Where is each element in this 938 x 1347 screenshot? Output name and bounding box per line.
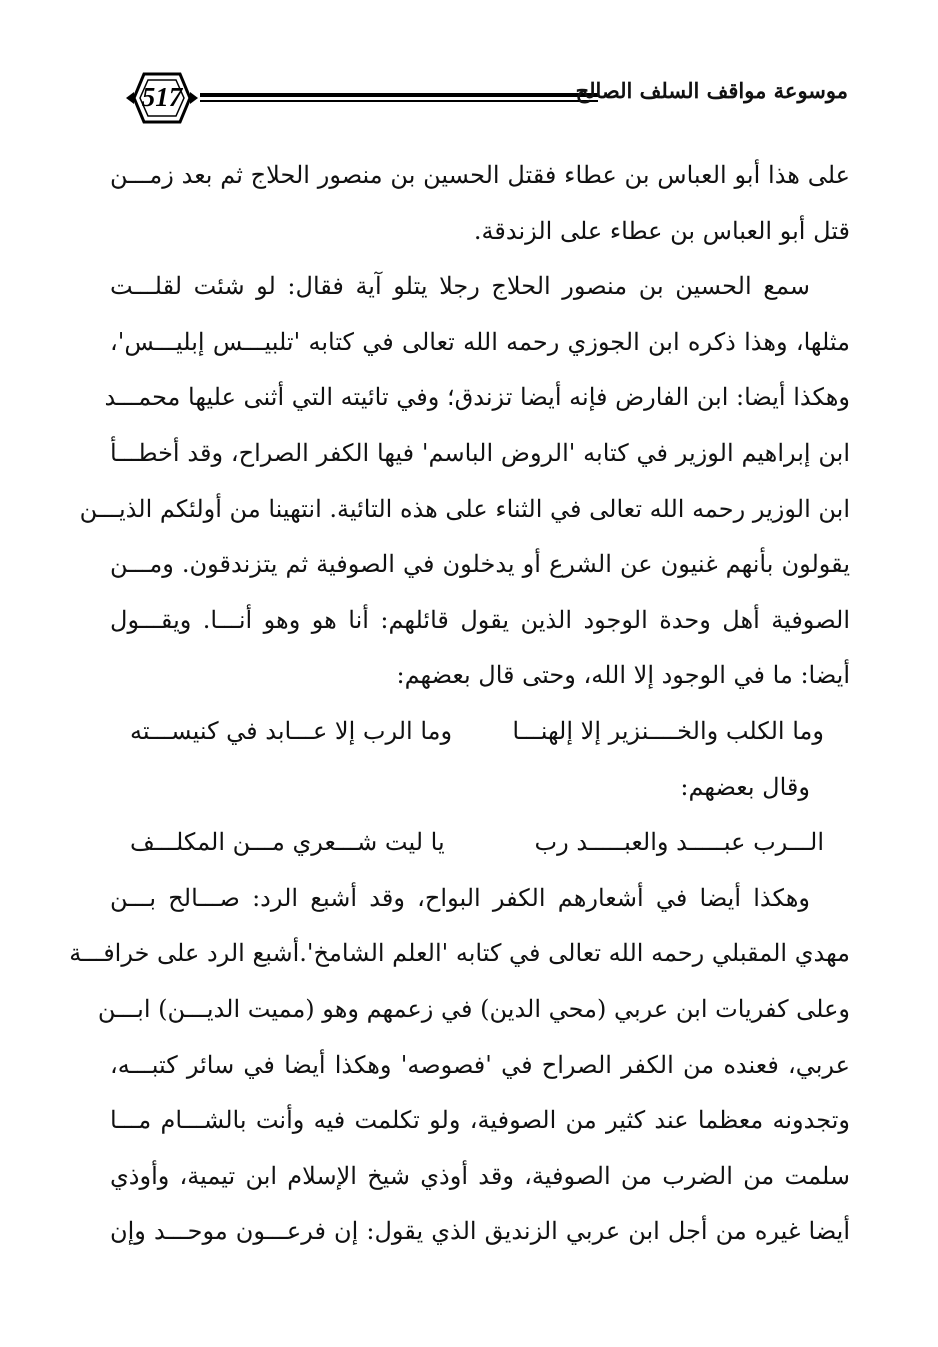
page-header (110, 66, 848, 130)
verse-hemistich-second: وما الرب إلا عـــابد في كنيســـته (130, 716, 453, 745)
verse-hemistich-first: الـــرب عبـــــد والعبـــــد رب (534, 828, 824, 857)
text-line: ابن إبراهيم الوزير في كتابه 'الروض الباسم' فيها الكفر الصراح، وقد أخطـــأ (110, 438, 850, 467)
verse-line (110, 704, 850, 760)
verse-intro: وقال بعضهم: (680, 772, 810, 801)
text-line: ابن الوزير رحمه الله تعالى في الثناء على هذه التائية. انتهينا من أولئكم الذيـــن (79, 494, 850, 523)
text-line: أيضا غيره من أجل ابن عربي الزنديق الذي يقول: إن فرعـــون موحـــد وإن (110, 1217, 850, 1246)
text-line: على هذا أبو العباس بن عطاء فقتل الحسين بن منصور الحلاج ثم بعد زمـــن (110, 161, 851, 189)
text-line: سمع الحسين بن منصور الحلاج رجلا يتلو آية فقال: لو شئت لقلـــت (110, 272, 810, 301)
verse-hemistich-second: يا ليت شـــعري مـــن المكلـــف (130, 828, 445, 857)
text-line: وتجدونه معظما عند كثير من الصوفية، ولو تكلمت فيه وأنت بالشـــام مـــا (110, 1106, 850, 1135)
text-line: وهكذا أيضا: ابن الفارض فإنه أيضا تزندق؛ وفي تائيته التي أثنى عليها محمـــد (104, 383, 850, 412)
page-number: 517 (141, 82, 183, 112)
text-line: أيضا: ما في الوجود إلا الله، وحتى قال بعضهم: (396, 661, 850, 690)
text-line: سلمت من الضرب من الصوفية، وقد أوذي شيخ الإسلام ابن تيمية، وأوذي (110, 1161, 850, 1190)
header-rule-thin (200, 100, 598, 102)
verse-hemistich-first: وما الكلب والخــــنزير إلا إلهنـــا (512, 716, 824, 745)
text-line: مثلها، وهذا ذكره ابن الجوزي رحمه الله تعالى في كتابه 'تلبيـــس إبليـــس'، (110, 327, 850, 356)
page-number-badge (124, 68, 200, 128)
text-line: وعلى كفريات ابن عربي (محي الدين) في زعمهم وهو (مميت الديـــن) ابـــن (97, 994, 850, 1023)
text-line: قتل أبو العباس بن عطاء على الزندقة. (473, 216, 850, 245)
text-line: يقولون بأنهم غنيون عن الشرع أو يدخلون في الصوفية ثم يتزندقون. ومـــن (110, 550, 850, 579)
text-line: الصوفية أهل وحدة الوجود الذين يقول قائلهم: أنا هو وهو أنـــا. ويقـــول (110, 605, 850, 634)
page-body (69, 148, 851, 1260)
text-line: وهكذا أيضا في أشعارهم الكفر البواح، وقد أشبع الرد: صـــالح بـــن (110, 883, 810, 912)
text-line: عربي، فعنده من الكفر الصراح في 'فصوصه' وهكذا أيضا في سائر كتبـــه، (110, 1050, 850, 1079)
header-rule-thick (200, 93, 598, 97)
text-line: مهدي المقبلي رحمه الله تعالى في كتابه 'العلم الشامخ'.أشبع الرد على خرافـــة (69, 939, 850, 968)
verse-line (110, 815, 850, 871)
book-title: موسوعة مواقف السلف الصالح (575, 78, 848, 103)
